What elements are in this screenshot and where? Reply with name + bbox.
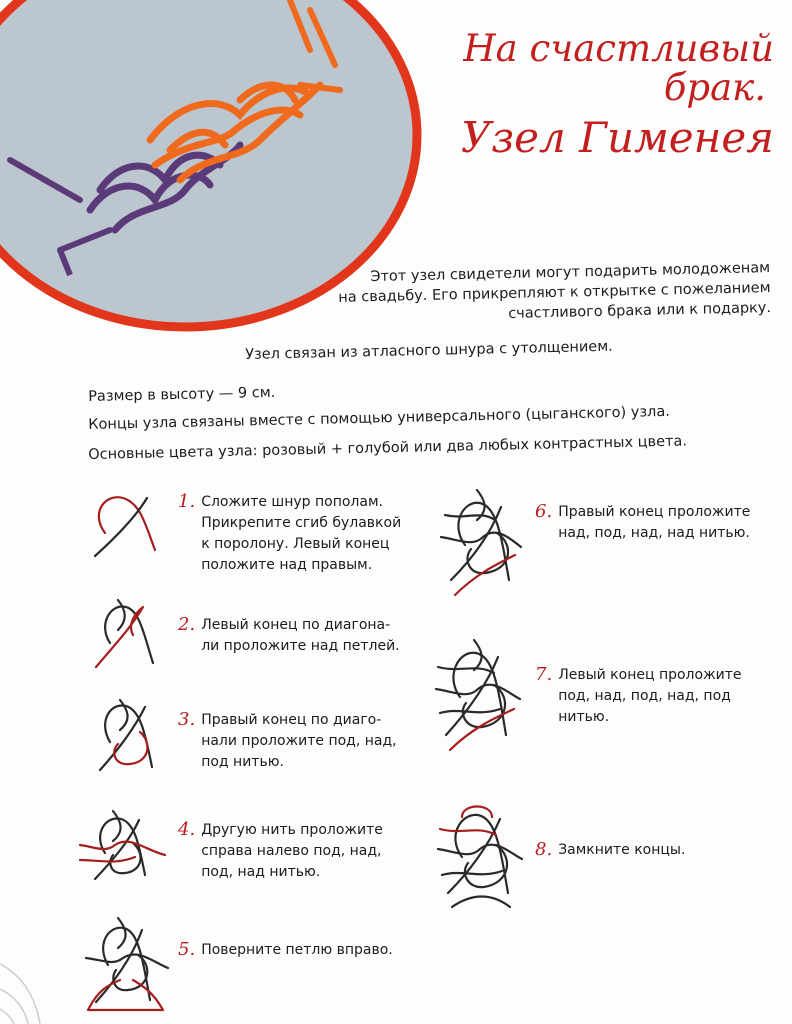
step-text: Замкните концы. bbox=[558, 842, 686, 858]
knot-diagram-icon bbox=[432, 795, 527, 915]
step-text: Правый конец проложите над, под, над, над нитью. bbox=[558, 504, 751, 541]
step-number: 7. bbox=[535, 664, 553, 685]
intro-line-1: Этот узел свидетели могут подарить молодоженам bbox=[370, 260, 771, 286]
page-title bbox=[414, 27, 774, 162]
step-6 bbox=[535, 502, 750, 544]
intro-line-3: счастливого брака или к подарку. bbox=[508, 300, 772, 322]
intro-line-2: на свадьбу. Его прикрепляют к открытке с пожеланием bbox=[338, 280, 771, 306]
knot-diagram-icon bbox=[85, 488, 165, 563]
step-number: 6. bbox=[535, 501, 553, 522]
knot-diagram-icon bbox=[430, 635, 525, 755]
step-3 bbox=[178, 710, 397, 773]
knot-diagram-icon bbox=[75, 805, 170, 885]
title-line-3: Узел Гименея bbox=[460, 112, 774, 162]
step-7 bbox=[535, 665, 742, 728]
step-text: Другую нить проложите справа налево под, над, под, над нитью. bbox=[201, 822, 383, 880]
title-line-2: брак. bbox=[663, 65, 766, 109]
step-number: 2. bbox=[178, 614, 196, 635]
size-note: Размер в высоту — 9 см. bbox=[88, 384, 276, 405]
step-4 bbox=[178, 820, 383, 883]
step-text: Левый конец проложите под, над, под, над, под нитью. bbox=[558, 667, 742, 725]
knot-diagram-icon bbox=[88, 595, 163, 675]
step-number: 1. bbox=[178, 491, 196, 512]
step-5 bbox=[178, 940, 393, 961]
knot-diagram-icon bbox=[78, 910, 173, 1015]
knot-diagram-icon bbox=[435, 485, 525, 600]
intro-paragraph bbox=[330, 258, 771, 328]
step-2 bbox=[178, 615, 400, 657]
colors-note: Основные цвета узла: розовый + голубой или два любых контрастных цвета. bbox=[88, 433, 688, 463]
knot-diagram-icon bbox=[90, 692, 165, 777]
corner-decoration bbox=[0, 934, 60, 1024]
step-number: 4. bbox=[178, 819, 196, 840]
step-text: Правый конец по диаго- нали проложите под, над, под нитью. bbox=[201, 712, 397, 770]
step-number: 8. bbox=[535, 839, 553, 860]
step-number: 5. bbox=[178, 939, 196, 960]
step-8 bbox=[535, 840, 685, 861]
title-line-1: На счастливый bbox=[463, 27, 774, 70]
step-text: Сложите шнур пополам. Прикрепите сгиб булавкой к поролону. Левый конец положите над правым. bbox=[201, 494, 402, 573]
material-note: Узел связан из атласного шнура с утолщением. bbox=[245, 338, 613, 363]
step-number: 3. bbox=[178, 709, 196, 730]
ends-note: Концы узла связаны вместе с помощью универсального (цыганского) узла. bbox=[88, 403, 671, 433]
step-text: Поверните петлю вправо. bbox=[201, 942, 393, 958]
step-1 bbox=[178, 492, 401, 576]
step-text: Левый конец по диагона- ли проложите над петлей. bbox=[201, 617, 400, 654]
